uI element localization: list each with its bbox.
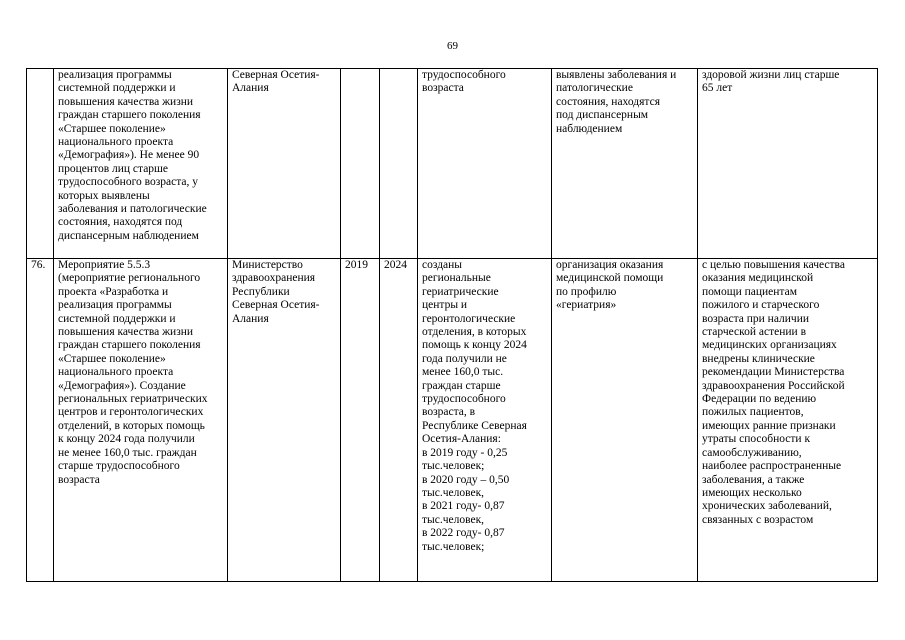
table-row bbox=[27, 69, 878, 259]
end-year-cell bbox=[380, 69, 418, 259]
direction-cell: выявлены заболевания и патологические состояния, находятся под диспансерным наблюдением bbox=[552, 69, 698, 259]
link-cell: здоровой жизни лиц старше 65 лет bbox=[698, 69, 878, 259]
link-cell: с целью повышения качества оказания медицинской помощи пациентам пожилого и старческого возраста при наличии старческой астении в медицинских организациях внедрены клинические рекомендации Министерства здравоохранения Российской Федерации по ведению пожилых пациентов, имеющих ранние признаки утраты способности к самообслуживанию, наиболее распространенные заболевания, а также имеющих несколько хронических заболеваний, связанных с возрастом bbox=[698, 259, 878, 582]
executor-cell: Северная Осетия- Алания bbox=[228, 69, 341, 259]
end-year-cell: 2024 bbox=[380, 259, 418, 582]
row-number-cell bbox=[27, 69, 54, 259]
direction-cell: организация оказания медицинской помощи по профилю «гериатрия» bbox=[552, 259, 698, 582]
page-number: 69 bbox=[447, 40, 458, 52]
row-number-cell: 76. bbox=[27, 259, 54, 582]
event-cell: реализация программы системной поддержки и повышения качества жизни граждан старшего поколения «Старшее поколение» национального проекта «Демография»). Не менее 90 процентов лиц старше трудоспособного возраста, у которых выявлены заболевания и патологические состояния, находятся под диспансерным наблюдением bbox=[54, 69, 228, 259]
start-year-cell: 2019 bbox=[341, 259, 380, 582]
result-cell: трудоспособного возраста bbox=[418, 69, 552, 259]
measures-table bbox=[26, 68, 878, 582]
executor-cell: Министерство здравоохранения Республики Северная Осетия- Алания bbox=[228, 259, 341, 582]
event-cell: Мероприятие 5.5.3 (мероприятие регионального проекта «Разработка и реализация программы системной поддержки и повышения качества жизни граждан старшего поколения «Старшее поколение» национального проекта «Демография»). Создание региональных гериатрических центров и геронтологических отделений, в которых помощь к концу 2024 года получили не менее 160,0 тыс. граждан старше трудоспособного возраста bbox=[54, 259, 228, 582]
table-row bbox=[27, 259, 878, 582]
start-year-cell bbox=[341, 69, 380, 259]
result-cell: созданы региональные гериатрические центры и геронтологические отделения, в которых помощь к концу 2024 года получили не менее 160,0 тыс. граждан старше трудоспособного возраста, в Республике Северная Осетия-Алания: в 2019 году - 0,25 тыс.человек; в 2020 году – 0,50 тыс.человек, в 2021 году- 0,87 тыс.человек, в 2022 году- 0,87 тыс.человек; bbox=[418, 259, 552, 582]
